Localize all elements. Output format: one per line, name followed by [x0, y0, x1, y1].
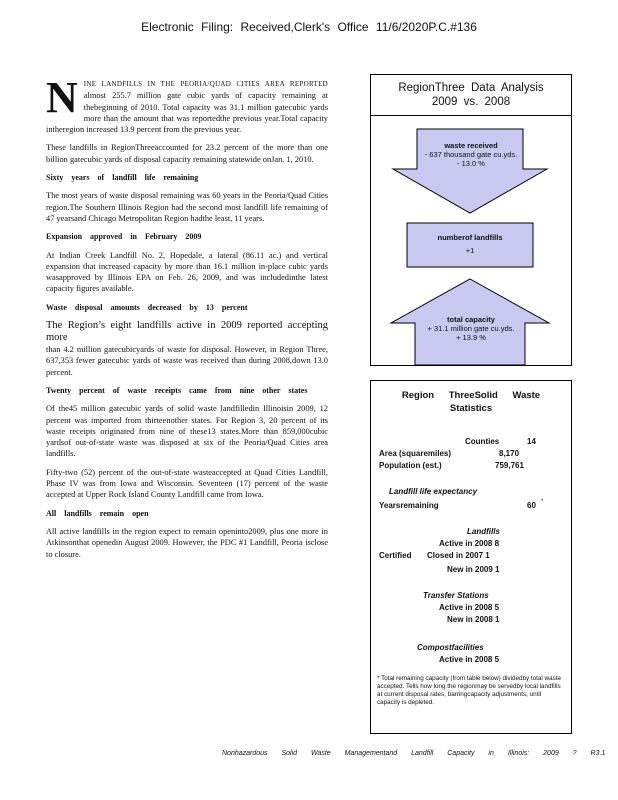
landfill-count-box	[407, 233, 533, 255]
transfer-stations-active: Active in 2008 5	[439, 603, 500, 612]
analysis-title	[371, 81, 571, 109]
years-remaining-label: Yearsremaining	[379, 501, 439, 510]
arrow-waste-received	[391, 141, 551, 168]
paragraph-waste: than 4.2 million gatecubicyards of waste for disposal. However, in Region Three, 637,353 fewer gatecubic yards of waste was received than during 2008,down 13.0 percent.	[46, 345, 328, 377]
landfills-closed: Closed in 2007 1	[427, 551, 490, 560]
waste-received-amount: - 637 thousand gate cu.yds.	[424, 150, 518, 159]
statistics-title	[371, 389, 571, 415]
compost-heading: Compostfacilities	[417, 643, 484, 652]
compost-active: Active in 2008 5	[439, 655, 500, 664]
statistics-title-line1: Region ThreeSolid Waste	[401, 390, 541, 401]
area-label: Area (squaremiles)	[379, 449, 452, 458]
drop-cap: N	[46, 73, 78, 122]
landfills-new: New in 2009 1	[447, 565, 500, 574]
total-capacity-amount: + 31.1 million gate cu.yds.	[427, 324, 515, 333]
counties-label: Counties	[465, 437, 500, 446]
years-remaining-footnote-mark: *	[541, 499, 544, 505]
heading-waste-decrease: Waste disposal amounts decreased by 13 percent	[46, 302, 248, 312]
data-analysis-box	[370, 74, 572, 366]
statistics-title-line2: Statistics	[449, 403, 493, 414]
waste-received-percent: - 13.0 %	[457, 159, 485, 168]
landfills-heading: Landfills	[467, 527, 500, 536]
landfill-count-value: +1	[465, 246, 475, 255]
life-expectancy-heading: Landfill life expectancy	[389, 487, 478, 496]
article-column	[46, 73, 328, 567]
heading-expansion: Expansion approved in February 2009	[46, 232, 202, 242]
arrow-total-capacity	[391, 315, 551, 342]
counties-value: 14	[527, 437, 536, 446]
paragraph-intro	[46, 73, 328, 135]
heading-landfills-open: All landfills remain open	[46, 508, 149, 518]
years-remaining-value: 60	[527, 501, 536, 510]
total-capacity-title: total capacity	[447, 315, 495, 324]
landfill-count-title: numberof landfills	[437, 233, 503, 242]
landfills-certified-label: Certified	[379, 551, 412, 560]
statistics-footnote: * Total remaining capacity (from table below) dividedby total waste accepted. Tells how long the regionmay be servedby local landfills at current disposal rates, barringcapacity adjustments, until capacity is depleted.	[377, 675, 561, 706]
paragraph-imports: Of the45 million gatecubic yards of solid waste landfilledin Illinoisin 2009, 12 percent was imported from thirteenother states. For Region 3, 20 percent of its waste receipts originated from nine of these13 states.More than 859,000cubic yardsof out-of-state waste was disposed at six of the Peoria/Quad Cities area landfills.	[46, 404, 328, 459]
intro-text: almost 255.7 million gate cubic yards of capacity remaining at thebeginning of 2010. Total capacity was 31.1 million gatecubic yards more than the amount that was reportedthe previous year.Total capacity intheregion increased 13.9 percent from the previous year.	[46, 91, 328, 135]
filing-header: Electronic Filing: Received,Clerk's Office 11/6/2020P.C.#136	[141, 20, 477, 34]
paragraph-share: These landfills in RegionThreeaccounted for 23.2 percent of the more than one billion gatecubic yards of disposal capacity remaining statewide onJan. 1, 2010.	[46, 143, 328, 164]
analysis-title-line2: 2009 vs. 2008	[431, 96, 511, 108]
paragraph-years: The most years of waste disposal remaining was 60 years in the Peoria/Quad Cities region.The Southern Illinois Region had the second most landfill life remaining of 47 yearsand Chicago Metropolitan Region hadthe least, 11 years.	[46, 191, 328, 223]
statistics-box	[370, 380, 572, 734]
paragraph-expansion: At Indian Creek Landfill No. 2, Hopedale, a lateral (86.11 ac.) and vertical expansion that increased capacity by more than 16.1 million in-place cubic yards wasapproved by Illinois EPA on Feb. 26, 2009, and was includedinthe latest capacity figures available.	[46, 250, 328, 294]
intro-caps: INE LANDFILLS IN THE PEORIA/QUAD CITIES AREA REPORTED	[83, 80, 328, 88]
area-value: 8,170	[499, 449, 520, 458]
transfer-stations-heading: Transfer Stations	[423, 591, 489, 600]
analysis-title-line1: RegionThree Data Analysis	[398, 82, 544, 94]
lead-sentence: The Region’s eight landfills active in 2009 reported accepting more	[46, 320, 328, 344]
waste-received-title: waste received	[444, 141, 498, 150]
population-label: Population (est.)	[379, 461, 442, 470]
page-footer: Nonhazardous Solid Waste Managementand Landfill Capacity in Illinois: 2009 ? R3.1	[222, 750, 606, 757]
heading-out-of-state: Twenty percent of waste receipts came from nine other states	[46, 385, 308, 395]
total-capacity-percent: + 13.9 %	[456, 333, 486, 342]
landfills-active: Active in 2008 8	[439, 539, 500, 548]
paragraph-iowa: Fifty-two (52) percent of the out-of-state wasteaccepted at Quad Cities Landfill, Phase IV was from Iowa and Wisconsin. Seventeen (17) percent of the waste accepted at Upper Rock Island County Landfill came from Iowa.	[46, 467, 328, 500]
transfer-stations-new: New in 2008 1	[447, 615, 500, 624]
population-value: 759,761	[495, 461, 524, 470]
paragraph-open: All active landfills in the region expect to remain openinto2009, plus one more in Atkinsonthat openedin August 2009. However, the PDC #1 Landfill, Peoria isclose to closure.	[46, 526, 328, 559]
heading-sixty-years: Sixty years of landfill life remaining	[46, 173, 199, 183]
